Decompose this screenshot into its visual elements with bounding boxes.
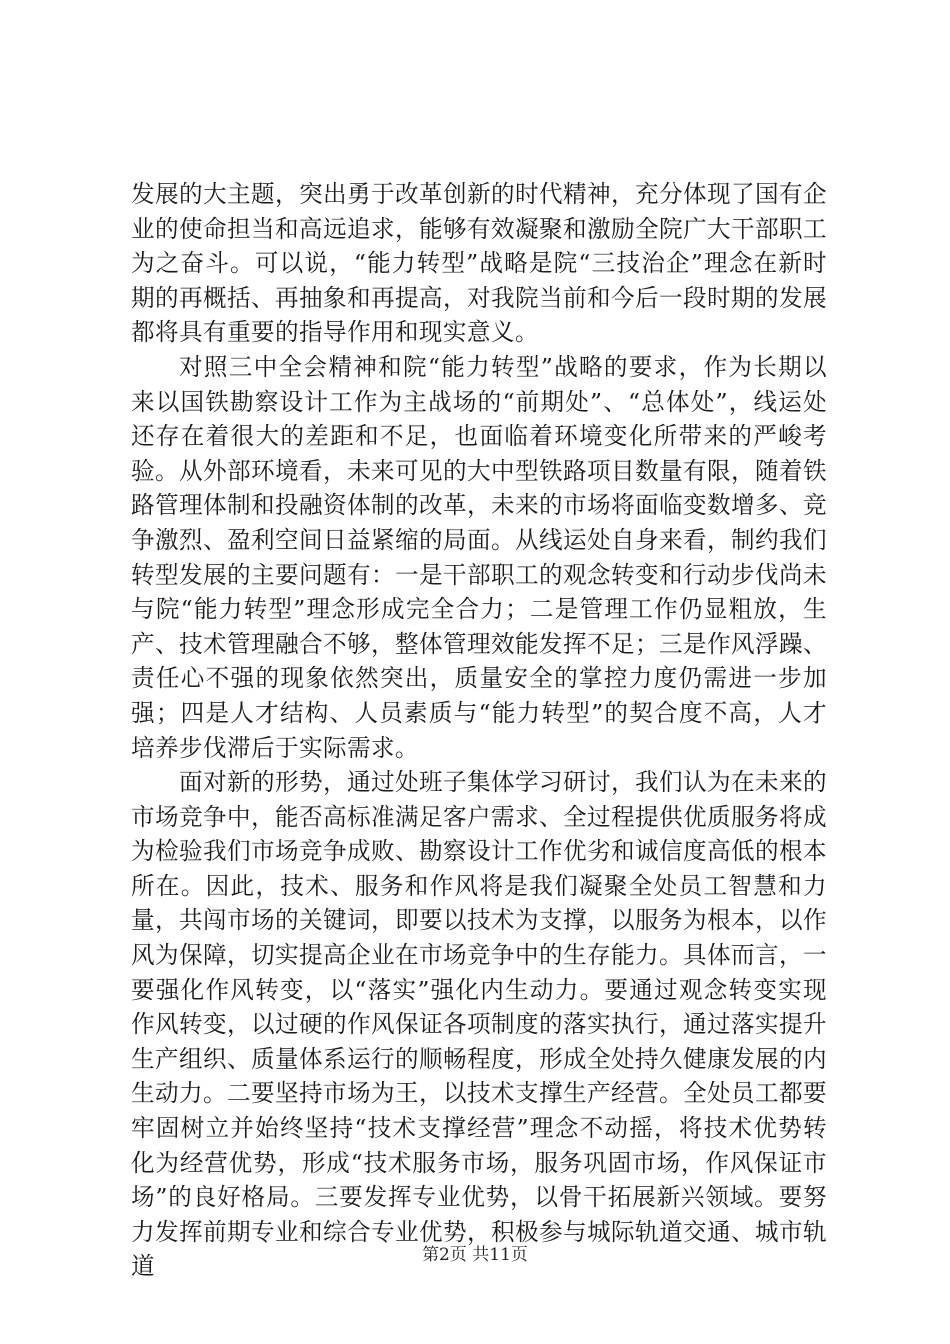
document-body [131,177,827,1284]
paragraph-2: 对照三中全会精神和院“能力转型”战略的要求，作为长期以来以国铁勘察设计工作为主战场的“前期处”、“总体处”，线运处还存在着很大的差距和不足，也面临着环境变化所带来的严峻考验。从外部环境看，未来可见的大中型铁路项目数量有限，随着铁路管理体制和投融资体制的改革，未来的市场将面临变数增多、竞争激烈、盈利空间日益紧缩的局面。从线运处自身来看，制约我们转型发展的主要问题有：一是干部职工的观念转变和行动步伐尚未与院“能力转型”理念形成完全合力；二是管理工作仍显粗放，生产、技术管理融合不够，整体管理效能发挥不足；三是作风浮躁、责任心不强的现象依然突出，质量安全的掌控力度仍需进一步加强；四是人才结构、人员素质与“能力转型”的契合度不高，人才培养步伐滞后于实际需求。 [131,352,827,762]
paragraph-3: 面对新的形势，通过处班子集体学习研讨，我们认为在未来的市场竞争中，能否高标准满足客户需求、全过程提供优质服务将成为检验我们市场竞争成败、勘察设计工作优劣和诚信度高低的根本所在。因此，技术、服务和作风将是我们凝聚全处员工智慧和力量，共闯市场的关键词，即要以技术为支撑，以服务为根本，以作风为保障，切实提高企业在市场竞争中的生存能力。具体而言，一要强化作风转变，以“落实”强化内生动力。要通过观念转变实现作风转变，以过硬的作风保证各项制度的落实执行，通过落实提升生产组织、质量体系运行的顺畅程度，形成全处持久健康发展的内生动力。二要坚持市场为王，以技术支撑生产经营。全处员工都要牢固树立并始终坚持“技术支撑经营”理念不动摇，将技术优势转化为经营优势，形成“技术服务市场，服务巩固市场，作风保证市场”的良好格局。三要发挥专业优势，以骨干拓展新兴领域。要努力发挥前期专业和综合专业优势，积极参与城际轨道交通、城市轨道 [131,768,827,1281]
page-number-footer: 第2页 共11页 [422,1245,528,1265]
paragraph-1: 发展的大主题，突出勇于改革创新的时代精神，充分体现了国有企业的使命担当和高远追求，能够有效凝聚和激励全院广大干部职工为之奋斗。可以说，“能力转型”战略是院“三技治企”理念在新时期的再概括、再抽象和再提高，对我院当前和今后一段时期的发展都将具有重要的指导作用和现实意义。 [131,180,827,347]
